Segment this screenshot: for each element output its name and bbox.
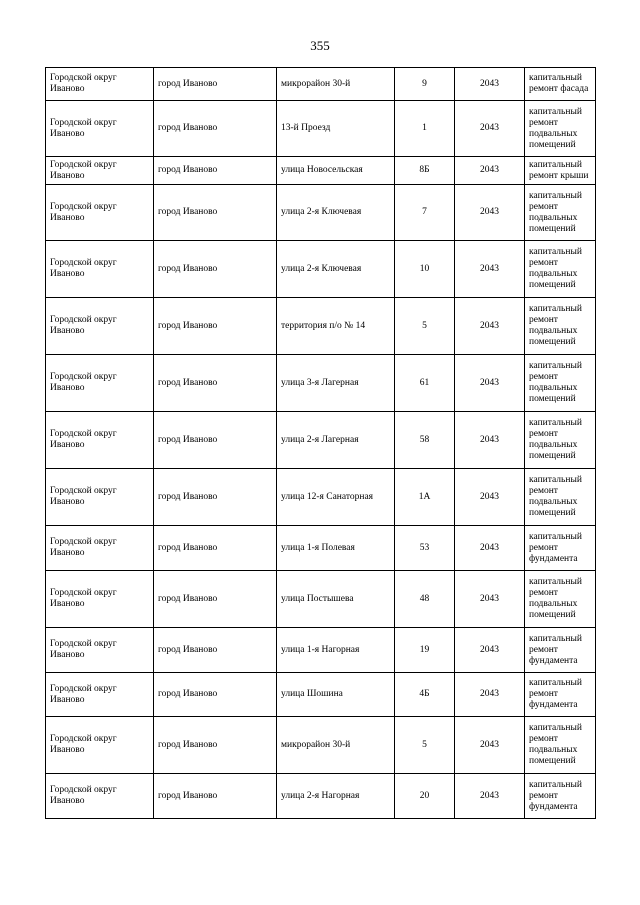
city-cell: город Иваново <box>154 469 277 526</box>
city-cell: город Иваново <box>154 298 277 355</box>
year-cell: 2043 <box>455 571 525 628</box>
district-cell: Городской округ Иваново <box>46 526 154 571</box>
district-cell: Городской округ Иваново <box>46 469 154 526</box>
table-row <box>46 68 596 101</box>
house-number-cell: 5 <box>395 717 455 774</box>
house-number-cell: 8Б <box>395 157 455 185</box>
city-cell: город Иваново <box>154 717 277 774</box>
house-number-cell: 7 <box>395 185 455 241</box>
table-row <box>46 355 596 412</box>
work-type-cell: капитальный ремонт подвальных помещений <box>525 469 596 526</box>
house-number-cell: 10 <box>395 241 455 298</box>
table-row <box>46 157 596 185</box>
work-type-cell: капитальный ремонт фундамента <box>525 774 596 819</box>
year-cell: 2043 <box>455 526 525 571</box>
street-cell: улица Новосельская <box>277 157 395 185</box>
work-type-cell: капитальный ремонт фасада <box>525 68 596 101</box>
city-cell: город Иваново <box>154 673 277 717</box>
house-number-cell: 53 <box>395 526 455 571</box>
city-cell: город Иваново <box>154 628 277 673</box>
house-number-cell: 4Б <box>395 673 455 717</box>
city-cell: город Иваново <box>154 185 277 241</box>
district-cell: Городской округ Иваново <box>46 571 154 628</box>
work-type-cell: капитальный ремонт подвальных помещений <box>525 355 596 412</box>
table-row <box>46 717 596 774</box>
year-cell: 2043 <box>455 412 525 469</box>
table-row <box>46 412 596 469</box>
street-cell: улица 2-я Ключевая <box>277 185 395 241</box>
house-number-cell: 58 <box>395 412 455 469</box>
street-cell: улица 2-я Лагерная <box>277 412 395 469</box>
district-cell: Городской округ Иваново <box>46 673 154 717</box>
district-cell: Городской округ Иваново <box>46 185 154 241</box>
district-cell: Городской округ Иваново <box>46 774 154 819</box>
street-cell: улица 3-я Лагерная <box>277 355 395 412</box>
year-cell: 2043 <box>455 241 525 298</box>
city-cell: город Иваново <box>154 101 277 157</box>
city-cell: город Иваново <box>154 774 277 819</box>
street-cell: улица 1-я Нагорная <box>277 628 395 673</box>
district-cell: Городской округ Иваново <box>46 628 154 673</box>
house-number-cell: 48 <box>395 571 455 628</box>
table-row <box>46 298 596 355</box>
street-cell: улица Шошина <box>277 673 395 717</box>
city-cell: город Иваново <box>154 526 277 571</box>
street-cell: улица Постышева <box>277 571 395 628</box>
table-row <box>46 526 596 571</box>
district-cell: Городской округ Иваново <box>46 412 154 469</box>
city-cell: город Иваново <box>154 157 277 185</box>
work-type-cell: капитальный ремонт подвальных помещений <box>525 571 596 628</box>
district-cell: Городской округ Иваново <box>46 157 154 185</box>
year-cell: 2043 <box>455 68 525 101</box>
work-type-cell: капитальный ремонт подвальных помещений <box>525 412 596 469</box>
work-type-cell: капитальный ремонт подвальных помещений <box>525 241 596 298</box>
table-row <box>46 101 596 157</box>
district-cell: Городской округ Иваново <box>46 68 154 101</box>
city-cell: город Иваново <box>154 355 277 412</box>
work-type-cell: капитальный ремонт подвальных помещений <box>525 101 596 157</box>
work-type-cell: капитальный ремонт подвальных помещений <box>525 717 596 774</box>
street-cell: территория п/о № 14 <box>277 298 395 355</box>
district-cell: Городской округ Иваново <box>46 241 154 298</box>
house-number-cell: 19 <box>395 628 455 673</box>
house-number-cell: 1 <box>395 101 455 157</box>
city-cell: город Иваново <box>154 571 277 628</box>
table-row <box>46 185 596 241</box>
page-number: 355 <box>310 38 330 53</box>
street-cell: 13-й Проезд <box>277 101 395 157</box>
table-row <box>46 469 596 526</box>
street-cell: микрорайон 30-й <box>277 68 395 101</box>
house-number-cell: 20 <box>395 774 455 819</box>
work-type-cell: капитальный ремонт крыши <box>525 157 596 185</box>
table-row <box>46 241 596 298</box>
work-type-cell: капитальный ремонт подвальных помещений <box>525 298 596 355</box>
year-cell: 2043 <box>455 101 525 157</box>
table-row <box>46 673 596 717</box>
table-row <box>46 571 596 628</box>
table-row <box>46 628 596 673</box>
house-number-cell: 61 <box>395 355 455 412</box>
work-type-cell: капитальный ремонт подвальных помещений <box>525 185 596 241</box>
table-row <box>46 774 596 819</box>
city-cell: город Иваново <box>154 241 277 298</box>
work-type-cell: капитальный ремонт фундамента <box>525 673 596 717</box>
street-cell: улица 12-я Санаторная <box>277 469 395 526</box>
year-cell: 2043 <box>455 469 525 526</box>
year-cell: 2043 <box>455 157 525 185</box>
street-cell: микрорайон 30-й <box>277 717 395 774</box>
house-number-cell: 5 <box>395 298 455 355</box>
street-cell: улица 1-я Полевая <box>277 526 395 571</box>
city-cell: город Иваново <box>154 412 277 469</box>
year-cell: 2043 <box>455 185 525 241</box>
district-cell: Городской округ Иваново <box>46 355 154 412</box>
year-cell: 2043 <box>455 774 525 819</box>
year-cell: 2043 <box>455 298 525 355</box>
district-cell: Городской округ Иваново <box>46 717 154 774</box>
year-cell: 2043 <box>455 355 525 412</box>
street-cell: улица 2-я Нагорная <box>277 774 395 819</box>
city-cell: город Иваново <box>154 68 277 101</box>
district-cell: Городской округ Иваново <box>46 101 154 157</box>
district-cell: Городской округ Иваново <box>46 298 154 355</box>
year-cell: 2043 <box>455 673 525 717</box>
house-number-cell: 9 <box>395 68 455 101</box>
year-cell: 2043 <box>455 717 525 774</box>
registry-table-body <box>46 68 596 819</box>
year-cell: 2043 <box>455 628 525 673</box>
registry-table <box>45 67 596 819</box>
street-cell: улица 2-я Ключевая <box>277 241 395 298</box>
work-type-cell: капитальный ремонт фундамента <box>525 628 596 673</box>
house-number-cell: 1А <box>395 469 455 526</box>
work-type-cell: капитальный ремонт фундамента <box>525 526 596 571</box>
